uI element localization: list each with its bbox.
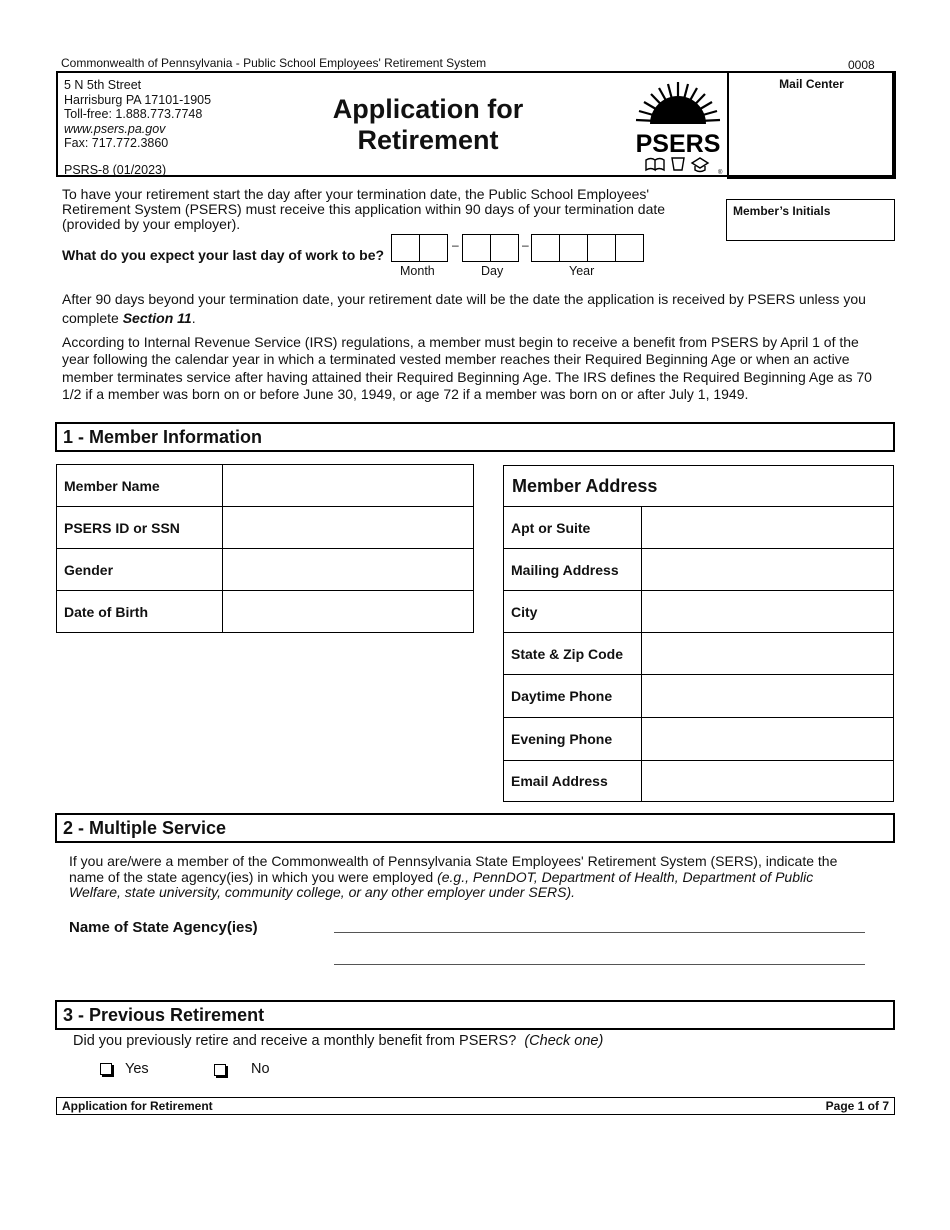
- psers-logo-icon: [632, 80, 724, 175]
- member-name-input[interactable]: [223, 465, 474, 507]
- state-agency-input-1[interactable]: [334, 932, 865, 933]
- toll-free: Toll-free: 1.888.773.7748: [64, 107, 203, 122]
- mail-center-label: Mail Center: [779, 77, 844, 91]
- intro-paragraph: To have your retirement start the day after your termination date, the Public School Employees' Retirement System (PSERS) must receive this application within 90 days of your termination date (provided by your employer).: [62, 186, 666, 232]
- year-input[interactable]: [531, 234, 644, 262]
- email-address-input[interactable]: [642, 761, 894, 802]
- mail-center-box: [727, 71, 896, 179]
- state-agency-label: Name of State Agency(ies): [69, 919, 258, 936]
- no-label: No: [251, 1061, 270, 1077]
- multiple-service-text: [69, 854, 859, 901]
- city-input[interactable]: [642, 591, 894, 633]
- psers-id-label: PSERS ID or SSN: [57, 507, 223, 549]
- date-dash: –: [522, 238, 529, 252]
- apt-suite-input[interactable]: [642, 507, 894, 549]
- member-address-heading: Member Address: [504, 466, 894, 507]
- last-day-question: What do you expect your last day of work to be?: [62, 247, 385, 263]
- late-application-paragraph: [62, 290, 882, 328]
- fax: Fax: 717.772.3860: [64, 136, 169, 151]
- gender-input[interactable]: [223, 549, 474, 591]
- section-2-heading: 2 - Multiple Service: [55, 813, 895, 843]
- form-title: [300, 94, 556, 156]
- evening-phone-input[interactable]: [642, 718, 894, 761]
- day-input[interactable]: [462, 234, 519, 262]
- title-line-2: Retirement: [357, 125, 499, 155]
- multiple-service-instructions: If you are/were a member of the Commonwealth of Pennsylvania State Employees' Retirement System (SERS), indicate the name of the state agency(ies) in which you were employed: [69, 853, 838, 885]
- date-of-birth-input[interactable]: [223, 591, 474, 633]
- gender-label: Gender: [57, 549, 223, 591]
- svg-text:®: ®: [718, 170, 723, 175]
- evening-phone-label: Evening Phone: [504, 718, 642, 761]
- psers-id-input[interactable]: [223, 507, 474, 549]
- date-dash: –: [452, 238, 459, 252]
- members-initials-label: Member’s Initials: [733, 204, 831, 218]
- agency-name: Commonwealth of Pennsylvania - Public School Employees' Retirement System: [61, 56, 487, 70]
- late-application-text: After 90 days beyond your termination date, your retirement date will be the date the application is received by PSERS unless you complete: [62, 291, 866, 326]
- address-line-2: Harrisburg PA 17101-1905: [64, 92, 212, 107]
- section-1-heading: 1 - Member Information: [55, 422, 895, 452]
- logo-text: PSERS: [635, 130, 721, 158]
- state-zip-input[interactable]: [642, 633, 894, 675]
- member-address-table: [503, 465, 894, 802]
- yes-checkbox[interactable]: [100, 1063, 112, 1075]
- footer-form-name: Application for Retirement: [62, 1099, 213, 1113]
- daytime-phone-label: Daytime Phone: [504, 675, 642, 718]
- check-one-hint: (Check one): [524, 1033, 604, 1049]
- form-number: 0008: [848, 58, 875, 72]
- website: www.psers.pa.gov: [64, 121, 166, 136]
- page-number: Page 1 of 7: [825, 1099, 889, 1113]
- multiple-service-examples: (e.g., PennDOT, Department of Health, Department of Public Welfare, state university, community college, or any other employer under SERS).: [69, 868, 814, 900]
- members-initials-box[interactable]: [726, 199, 895, 241]
- state-zip-label: State & Zip Code: [504, 633, 642, 675]
- previous-retirement-text: Did you previously retire and receive a monthly benefit from PSERS?: [73, 1033, 517, 1049]
- form-code: PSRS-8 (01/2023): [64, 163, 167, 177]
- page-footer: [56, 1097, 895, 1115]
- daytime-phone-input[interactable]: [642, 675, 894, 718]
- irs-paragraph: According to Internal Revenue Service (IRS) regulations, a member must begin to receive a benefit from PSERS by April 1 of the year following the calendar year in which a terminated vested member reaches their Required Beginning Age or when an active member terminates service after having attained their Required Beginning Age. The IRS defines the Required Beginning Age as 70 1/2 if a member was born on or before June 30, 1949, or age 72 if a member was born on or after July 1, 1949.: [62, 334, 872, 402]
- previous-retirement-question: [73, 1033, 603, 1049]
- date-of-birth-label: Date of Birth: [57, 591, 223, 633]
- email-address-label: Email Address: [504, 761, 642, 802]
- period: .: [191, 310, 196, 326]
- section-11-reference: Section 11: [122, 310, 192, 326]
- city-label: City: [504, 591, 642, 633]
- no-checkbox[interactable]: [214, 1064, 226, 1076]
- year-label: Year: [569, 264, 595, 278]
- mailing-address-input[interactable]: [642, 549, 894, 591]
- yes-label: Yes: [125, 1061, 149, 1077]
- day-label: Day: [481, 264, 504, 278]
- month-label: Month: [400, 264, 435, 278]
- member-name-label: Member Name: [57, 465, 223, 507]
- title-line-1: Application for: [332, 94, 524, 124]
- month-input[interactable]: [391, 234, 448, 262]
- section-3-heading: 3 - Previous Retirement: [55, 1000, 895, 1030]
- address-line-1: 5 N 5th Street: [64, 78, 142, 92]
- state-agency-input-2[interactable]: [334, 964, 865, 965]
- agency-address: [64, 78, 211, 151]
- member-info-table: [56, 464, 474, 633]
- apt-suite-label: Apt or Suite: [504, 507, 642, 549]
- mailing-address-label: Mailing Address: [504, 549, 642, 591]
